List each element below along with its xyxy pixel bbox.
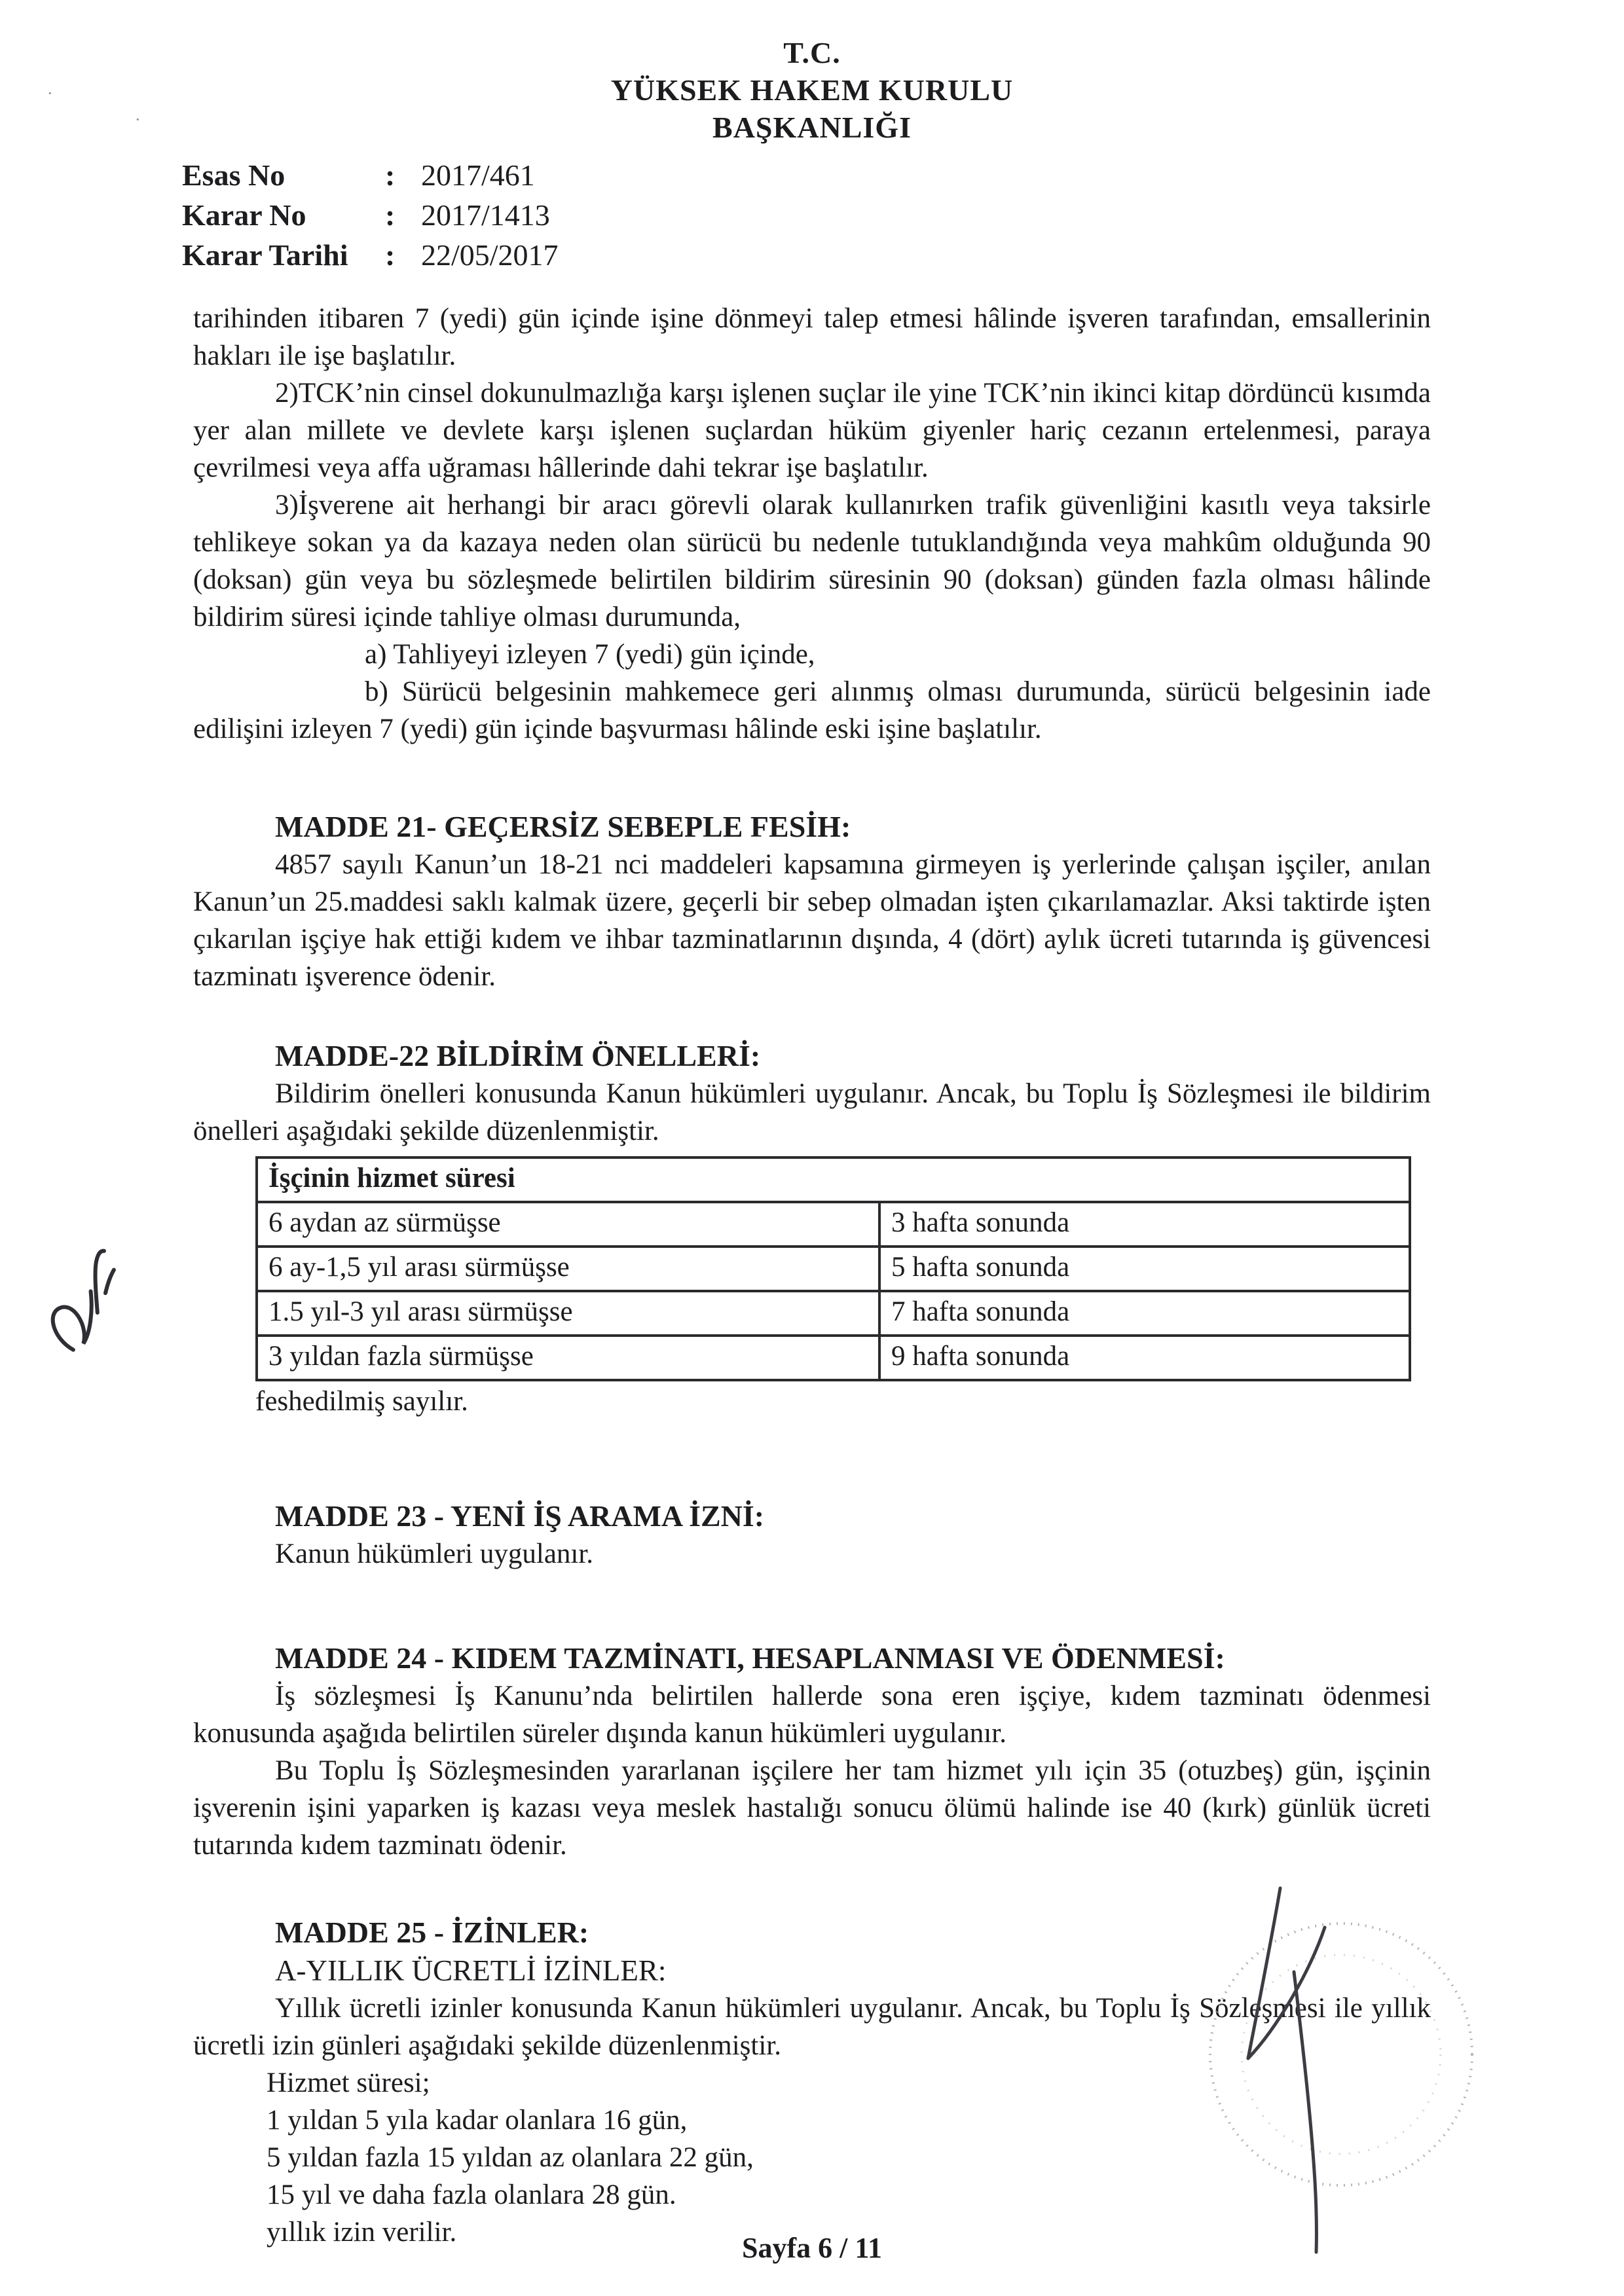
case-separator: : bbox=[385, 158, 396, 192]
madde23-title: MADDE 23 - YENİ İŞ ARAMA İZNİ: bbox=[275, 1499, 765, 1533]
leave-line-closing: yıllık izin verilir. bbox=[267, 2217, 457, 2248]
service-duration-cell: 1.5 yıl-3 yıl arası sürmüşse bbox=[257, 1291, 879, 1336]
madde22-intro: Bildirim önelleri konusunda Kanun hükümleri uygulanır. Ancak, bu Toplu İş Sözleşmesi ile bildirim önelleri aşağıdaki şekilde düzenlenmiştir. bbox=[193, 1078, 1431, 1146]
notice-periods-table bbox=[255, 1156, 1411, 1381]
paragraph-item-2: 2)TCK’nin cinsel dokunulmazlığa karşı işlenen suçlar ile yine TCK’nin ikinci kitap dördüncü kısımda yer alan millete ve devlete karşı işlenen suçlardan hüküm giyenler hariç cezanın ertelenmesi, paraya çevrilmesi veya affa uğraması hâllerinde dahi tekrar işe başlatılır. bbox=[193, 378, 1431, 483]
madde22-note: feshedilmiş sayılır. bbox=[255, 1386, 468, 1417]
initials-stroke bbox=[45, 1286, 113, 1353]
madde21-title: MADDE 21- GEÇERSİZ SEBEPLE FESİH: bbox=[275, 810, 851, 843]
table-row bbox=[257, 1291, 1410, 1336]
madde21-paragraph: 4857 sayılı Kanun’un 18-21 nci maddeleri kapsamına girmeyen iş yerlerinde çalışan işçiler, anılan Kanun’un 25.maddesi saklı kalmak üzere, geçerli bir sebep olmadan işten çıkarılamazlar. Aksi taktirde işten çıkarılan işçiye hak ettiği kıdem ve ihbar tazminatlarının dışında, 4 (dört) aylık ücreti tutarında iş güvencesi tazminatı işverence ödenir. bbox=[193, 849, 1431, 992]
leave-line-heading: Hizmet süresi; bbox=[267, 2068, 430, 2098]
ink-speck: · bbox=[135, 110, 141, 129]
leave-line-5to15: 5 yıldan fazla 15 yıldan az olanlara 22 gün, bbox=[267, 2142, 754, 2173]
case-value-karar-tarihi: 22/05/2017 bbox=[421, 238, 559, 272]
madde25-subtitle: A-YILLIK ÜCRETLİ İZİNLER: bbox=[275, 1954, 667, 1987]
service-duration-cell: 6 aydan az sürmüşse bbox=[257, 1202, 879, 1247]
stamp-circle-inner bbox=[1242, 1955, 1441, 2154]
handwritten-initials bbox=[28, 1231, 152, 1368]
table-header-row bbox=[257, 1157, 1410, 1202]
paragraph-item-3a: a) Tahliyeyi izleyen 7 (yedi) gün içinde, bbox=[365, 639, 815, 670]
case-label-esas-no: Esas No bbox=[182, 158, 286, 192]
madde24-paragraph-2: Bu Toplu İş Sözleşmesinden yararlanan işçilere her tam hizmet yılı için 35 (otuzbeş) gün, işçinin işverenin işini yaparken iş kazası veya meslek hastalığı sonucu ölümü halinde ise 40 (kırk) günlük ücreti tutarında kıdem tazminatı ödenir. bbox=[193, 1755, 1431, 1861]
case-info-block bbox=[182, 155, 771, 275]
madde24-paragraph-1: İş sözleşmesi İş Kanunu’nda belirtilen hallerde sona eren işçiye, kıdem tazminatı ödenmesi konusunda aşağıda belirtilen süreler dışında kanun hükümleri uygulanır. bbox=[193, 1681, 1431, 1749]
initials-stroke bbox=[69, 1250, 132, 1313]
notice-period-cell: 5 hafta sonunda bbox=[879, 1247, 1410, 1291]
madde23-paragraph: Kanun hükümleri uygulanır. bbox=[275, 1539, 594, 1569]
ink-speck: · bbox=[47, 84, 53, 103]
table-row bbox=[257, 1336, 1410, 1380]
madde22-title: MADDE-22 BİLDİRİM ÖNELLERİ: bbox=[275, 1039, 761, 1072]
leave-line-15plus: 15 yıl ve daha fazla olanlara 28 gün. bbox=[267, 2179, 676, 2210]
case-label-karar-tarihi: Karar Tarihi bbox=[182, 238, 348, 272]
service-duration-cell: 3 yıldan fazla sürmüşse bbox=[257, 1336, 879, 1380]
page-number: Sayfa 6 / 11 bbox=[742, 2232, 882, 2264]
signature-strokes bbox=[1248, 1888, 1325, 2252]
case-value-esas-no: 2017/461 bbox=[421, 158, 535, 192]
stamp-and-signature bbox=[1166, 1874, 1532, 2267]
letterhead-line-baskanlik: BAŞKANLIĞI bbox=[712, 111, 912, 144]
initials-stroke bbox=[98, 1270, 122, 1293]
case-separator: : bbox=[385, 198, 396, 232]
service-duration-cell: 6 ay-1,5 yıl arası sürmüşse bbox=[257, 1247, 879, 1291]
case-label-karar-no: Karar No bbox=[182, 198, 306, 232]
notice-period-cell: 3 hafta sonunda bbox=[879, 1202, 1410, 1247]
letterhead-line-kurul: YÜKSEK HAKEM KURULU bbox=[610, 73, 1014, 107]
notice-period-cell: 7 hafta sonunda bbox=[879, 1291, 1410, 1336]
paragraph-item-3b: b) Sürücü belgesinin mahkemece geri alınmış olması durumunda, sürücü belgesinin iade edilişini izleyen 7 (yedi) gün içinde başvurması hâlinde eski işine başlatılır. bbox=[193, 676, 1431, 744]
madde25-title: MADDE 25 - İZİNLER: bbox=[275, 1916, 589, 1949]
case-separator: : bbox=[385, 238, 396, 272]
table-row bbox=[257, 1247, 1410, 1291]
notice-period-cell: 9 hafta sonunda bbox=[879, 1336, 1410, 1380]
case-value-karar-no: 2017/1413 bbox=[421, 198, 550, 232]
leave-line-1to5: 1 yıldan 5 yıla kadar olanlara 16 gün, bbox=[267, 2105, 688, 2136]
paragraph-continuation: tarihinden itibaren 7 (yedi) gün içinde işine dönmeyi talep etmesi hâlinde işveren tarafından, emsallerinin hakları ile işe başlatılır. bbox=[193, 303, 1431, 371]
table-header-cell: İşçinin hizmet süresi bbox=[257, 1157, 1410, 1202]
madde24-title: MADDE 24 - KIDEM TAZMİNATI, HESAPLANMASI VE ÖDENMESİ: bbox=[275, 1641, 1225, 1675]
madde25-intro: Yıllık ücretli izinler konusunda Kanun hükümleri uygulanır. Ancak, bu Toplu İş Sözleşmesi ile yıllık ücretli izin günleri aşağıdaki şekilde düzenlenmiştir. bbox=[193, 1993, 1431, 2061]
paragraph-item-3: 3)İşverene ait herhangi bir aracı görevli olarak kullanırken trafik güvenliğini kasıtlı veya taksirle tehlikeye sokan ya da kazaya neden olan sürücü bu nedenle tutuklandığında veya mahkûm olduğunda 90 (doksan) gün veya bu sözleşmede belirtilen bildirim süresinin 90 (doksan) günden fazla olması hâlinde bildirim süresi içinde tahliye olması durumunda, bbox=[193, 490, 1431, 632]
letterhead-line-tc: T.C. bbox=[783, 36, 841, 69]
letterhead bbox=[0, 0, 1624, 146]
table-row bbox=[257, 1202, 1410, 1247]
